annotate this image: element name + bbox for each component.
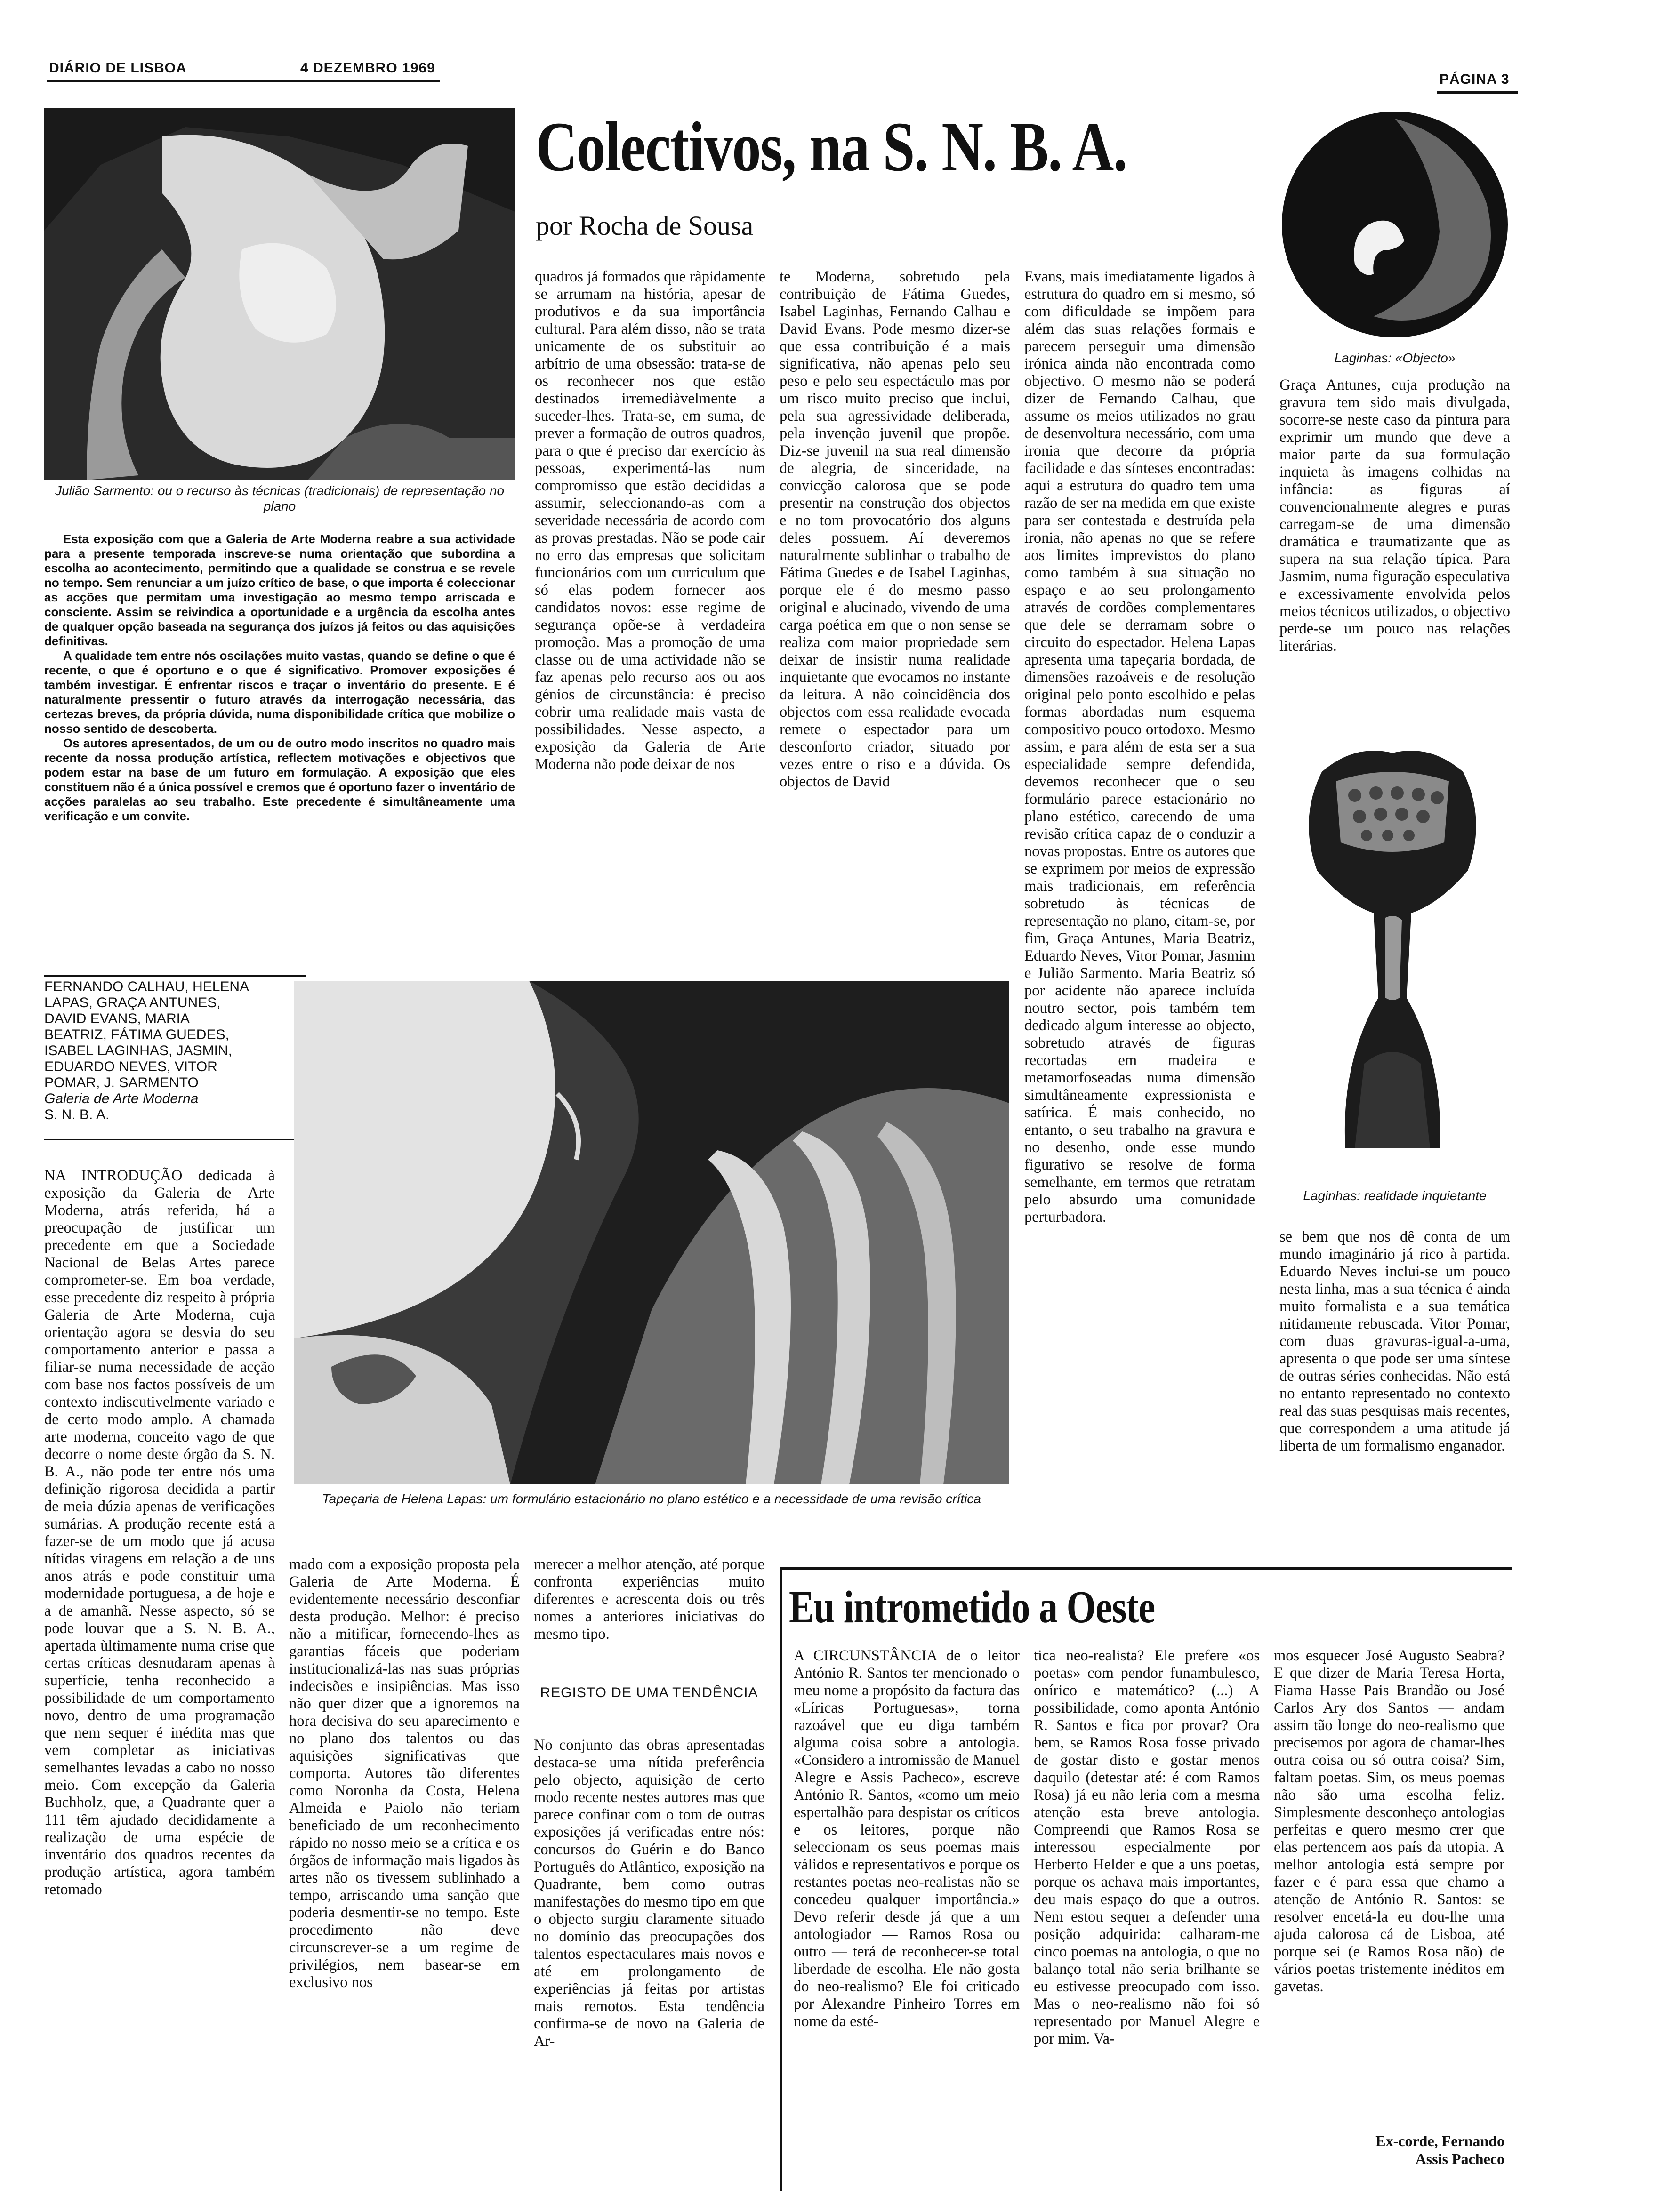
photo-sarmento bbox=[44, 108, 515, 480]
caption-sarmento: Julião Sarmento: ou o recurso às técnicas (tradicionais) de representação no plano bbox=[55, 483, 505, 513]
issue-date: 4 DEZEMBRO 1969 bbox=[300, 60, 435, 76]
masthead-rule bbox=[47, 80, 440, 82]
article1-column-b: quadros já formados que ràpidamente se arrumam na história, apesar de produtivos e da sua importância cultural. Para além disso, não se trata unicamente de os substituir ao arbítrio de uma obsessão: trata-se de os reconhecer nos que estão destinados irremediàvelmente a suceder-lhes. Trata-se, em suma, de prever a formação de outros quadros, para o que é preciso dar exercício às pessoas, experimentá-las num compromisso que estão decididas a assumir, seleccionando-as com a severidade necessária de acordo com as provas prestadas. Não se pode cair no erro das empresas que solicitam funcionários com um curriculum que só elas podem fornecer aos candidatos novos: esse regime de segurança opõe-se à verdadeira promoção. Mas a promoção de uma classe ou de uma actividade não se faz apenas pelo recurso aos ou aos génios de circunstância: é preciso cobrir uma realidade mais vasta de possibilidades. Nesse aspecto, a exposição da Galeria de Arte Moderna não pode deixar de nos bbox=[535, 268, 765, 773]
signature-line: Assis Pacheco bbox=[1415, 2150, 1504, 2167]
intro-paragraph: Esta exposição com que a Galeria de Arte Moderna reabre a sua actividade para a presente temporada inscreve-se numa orientação que subordina a escolha ao acontecimento, permitindo que a qualidade se construa e se revele no tempo. Sem renunciar a um juízo crítico de base, o que importa é coleccionar as acções que permitam uma investigação ao mesmo tempo arriscada e consciente. Assim se reivindica a oportunidade e a urgência da escolha antes de qualquer opção baseada na segurança dos juízos já feitos ou das aquisições definitivas. bbox=[44, 532, 515, 648]
article2-headline: Eu intrometido a Oeste bbox=[789, 1582, 1155, 1633]
article1-column-a: NA INTRODUÇÃO dedicada à exposição da Galeria de Arte Moderna, atrás referida, há a preocupação de justificar um precedente em que a Sociedade Nacional de Belas Artes parece comprometer-se. Em boa verdade, esse precedente diz respeito à própria Galeria de Arte Moderna, cuja orientação agora se desvia do seu comportamento anterior e passa a filiar-se numa necessidade de acção com base nos factos possíveis de um contexto indiscutivelmente variado e de certo modo amplo. A chamada arte moderna, conceito vago de que decorre o nome deste órgão da S. N. B. A., não pode ter entre nós uma definição rigorosa decidida a partir de meia dúzia apenas de verificações sumárias. A produção recente está a fazer-se de um modo que já acusa nítidas viragens em relação a de uns anos atrás e pode constituir uma modernidade portuguesa, a de hoje e a de amanhã. Nesse aspecto, só se pode louvar que a S. N. B. A., apertada ùltimamente numa crise que certas críticas desnudaram apenas à superfície, tenha reconhecido a possibilidade de um comportamento novo, dentro de uma programação que nem sequer é inédita mas que vem completar as iniciativas semelhantes levadas a cabo no nosso meio. Com excepção da Galeria Buchholz, que, a Quadrante quer a 111 têm ajudado decididamente a realização de uma espécie de inventário dos quadros recentes da produção artística, agora também retomado bbox=[44, 1167, 275, 1898]
credit-line: DAVID EVANS, MARIA bbox=[44, 1011, 190, 1026]
credits-rule-top bbox=[44, 975, 306, 977]
article1-column-c: te Moderna, sobretudo pela contribuição de Fátima Guedes, Isabel Laginhas, Fernando Calhau e David Evans. Pode mesmo dizer-se que essa contribuição é a mais significativa, não apenas pelo seu peso e pelo seu espectáculo mas por um risco muito preciso que inclui, pela sua agressividade deliberada, pela invenção juvenil que propõe. Diz-se juvenil na sua real dimensão de alegria, de sinceridade, na convicção calorosa que se pode presentir na construção dos objectos e no tom provocatório dos alguns deles possuem. Aí deveremos naturalmente sublinhar o trabalho de Fátima Guedes e de Isabel Laginhas, porque ele é do mesmo passo original e alucinado, vivendo de uma carga poética em que o non sense se realiza com maior propriedade sem deixar de insistir numa realidade inquietante que evocamos no instante da leitura. A não coincidência dos objectos com essa realidade evocada remete o espectador para um desconforto criador, situado por vezes entre o riso e a dúvida. Os objectos de David bbox=[780, 268, 1010, 790]
article2-column-a: A CIRCUNSTÂNCIA de o leitor António R. Santos ter mencionado o meu nome a propósito da factura das «Líricas Portuguesas», torna razoável que eu diga também alguma coisa sobre a antologia. «Considero a intromissão de Manuel Alegre e Assis Pacheco», escreve António R. Santos, «como um meio espertalhão para despistar os críticos e os leitores, porque não seleccionam os seus poemas mais válidos e representativos e porque os restantes poetas neo-realistas não se concedeu qualquer importância.» Devo referir desde já que a um antologiador — Ramos Rosa ou outro — terá de reconhecer-se total liberdade de escolha. Ele não gosta do neo-realismo? Ele foi criticado por Alexandre Pinheiro Torres em nome da esté- bbox=[794, 1647, 1020, 2030]
article1-column-g-top: merecer a melhor atenção, até porque confronta experiências muito diferentes e acrescenta dois ou três nomes a anteriores iniciativas do mesmo tipo. bbox=[534, 1556, 764, 1643]
credit-line: BEATRIZ, FÁTIMA GUEDES, bbox=[44, 1027, 229, 1042]
credit-line: POMAR, J. SARMENTO bbox=[44, 1075, 199, 1090]
article2-column-c: mos esquecer José Augusto Seabra? E que dizer de Maria Teresa Horta, Fiama Hasse Pais Brandão ou José Carlos Ary dos Santos — andam assim tão longe do neo-realismo que precisemos por agora de chamar-lhes outra coisa ou só outra coisa? Sim, faltam poetas. Sim, os meus poemas não são uma escolha feliz. Simplesmente desconheço antologias perfeitas e quero mesmo crer que elas pertencem aos país da utopia. A melhor antologia está sempre por fazer e é para essa que chamo a atenção de António R. Santos: se resolver encetá-la eu dou-lhe uma ajuda calorosa cá de Lisboa, até porque sei (e Ramos Rosa não) de vários poetas tristemente inéditos em gavetas. bbox=[1274, 1647, 1504, 1995]
article1-column-e-top: Graça Antunes, cuja produção na gravura tem sido mais divulgada, socorre-se neste caso da pintura para exprimir um mundo que deve a maior parte da sua formulação inquieta às imagens colhidas na infância: as figuras aí convencionalmente alegres e puras carregam-se de uma dimensão dramática e traumatizante que as supera na sua relação típica. Para Jasmim, numa figuração especulativa e excessivamente envolvida pelos meios técnicos utilizados, o objectivo perde-se um pouco nas relações literárias. bbox=[1279, 377, 1510, 655]
venue-line: S. N. B. A. bbox=[44, 1107, 110, 1122]
credit-line: ISABEL LAGINHAS, JASMIN, bbox=[44, 1043, 233, 1058]
page-number: PÁGINA 3 bbox=[1440, 72, 1510, 87]
headline: Colectivos, na S. N. B. A. bbox=[536, 108, 1127, 186]
photo-objecto bbox=[1279, 109, 1510, 340]
caption-tapecaria: Tapeçaria de Helena Lapas: um formulário estacionário no plano estético e a necessidade de uma revisão crítica bbox=[322, 1491, 981, 1506]
page-number-rule bbox=[1437, 91, 1518, 94]
photo-laginhas bbox=[1289, 734, 1496, 1167]
exhibition-credits bbox=[44, 979, 308, 1123]
credit-line: FERNANDO CALHAU, HELENA bbox=[44, 979, 249, 994]
venue-line: Galeria de Arte Moderna bbox=[44, 1091, 199, 1106]
credits-rule-bottom bbox=[44, 1139, 306, 1140]
paper-name: DIÁRIO DE LISBOA bbox=[49, 60, 187, 76]
subhead-registo: REGISTO DE UMA TENDÊNCIA bbox=[540, 1685, 758, 1700]
signature-line: Ex-corde, Fernando bbox=[1375, 2132, 1504, 2149]
intro-paragraph: A qualidade tem entre nós oscilações muito vastas, quando se define o que é recente, o que é oportuno e o que é significativo. Promover exposições é também investigar. É enfrentar riscos e traçar o inventário do presente. E é naturalmente pressentir o futuro através da interrogação necessária, das certezas breves, da própria dúvida, numa disponibilidade crítica que mobilize o nosso sentido de descoberta. bbox=[44, 649, 515, 736]
article1-column-f: mado com a exposição proposta pela Galeria de Arte Moderna. É evidentemente necessário desconfiar desta produção. Melhor: é preciso não a mitificar, fornecendo-lhes as garantias fáceis que poderiam institucionalizá-las nas suas próprias indecisões e insipiências. Mas isso não quer dizer que a ignoremos na hora decisiva do seu aparecimento e no plano dos talentos ou das aquisições significativas que comporta. Autores tão diferentes como Noronha da Costa, Helena Almeida e Paiolo não teriam beneficiado de um reconhecimento rápido no nosso meio se a crítica e os órgãos de informação mais ligados às artes não os tivessem sublinhado a tempo, arriscando uma sanção que poderia desmentir-se no tempo. Este procedimento não deve circunscrever-se a um regime de privilégios, nem basear-se em exclusivo nos bbox=[289, 1556, 520, 1991]
photo-tapecaria bbox=[294, 981, 1009, 1484]
article1-column-g-bottom: No conjunto das obras apresentadas destaca-se uma nítida preferência pelo objecto, aquisição de certo modo recente nestes autores mas que parece confinar com o tom de outras exposições já verificadas entre nós: concursos do Guérin e do Banco Português do Atlântico, exposição na Quadrante, bem como outras manifestações do mesmo tipo em que o objecto surgiu claramente situado no domínio das preocupações dos talentos espectaculares mais novos e até em prolongamento de experiências já feitas por artistas mais remotos. Esta tendência confirma-se de novo na Galeria de Ar- bbox=[534, 1737, 764, 2050]
article1-column-d: Evans, mais imediatamente ligados à estrutura do quadro em si mesmo, só com dificuldade se impõem para além das suas relações formais e parecem perseguir uma dimensão irónica ainda não encontrada como objectivo. O mesmo não se poderá dizer de Fernando Calhau, que assume os meios utilizados no grau de desenvoltura necessário, com uma ironia que decorre da própria facilidade e das sínteses encontradas: aqui a estrutura do quadro tem uma razão de ser na medida em que existe para ser contestada e destruída pela ironia, não apenas no que se refere aos limites imprevistos do plano como também à sua situação no espaço e ao seu prolongamento através de cordões complementares que dele se derramam sobre o circuito do espectador. Helena Lapas apresenta uma tapeçaria bordada, de dimensões razoáveis e de resolução original pelo ponto escolhido e pelas formas abordadas num esquema compositivo pouco ortodoxo. Mesmo assim, e para além de esta ser a sua especialidade sempre defendida, devemos reconhecer que o seu formulário parece estacionário no plano estético, carecendo de uma revisão crítica capaz de o conduzir a novas propostas. Entre os autores que se exprimem por meios de expressão mais tradicionais, em referência sobretudo às técnicas de representação no plano, citam-se, por fim, Graça Antunes, Maria Beatriz, Eduardo Neves, Vitor Pomar, Jasmim e Julião Sarmento. Maria Beatriz só por acidente não aparece incluída noutro sector, pois também tem dedicado algum interesse ao objecto, sobretudo através de figuras recortadas em madeira e metamorfoseadas numa dimensão simultâneamente expressionista e satírica. É mais conhecido, no entanto, o seu trabalho na gravura e no desenho, onde esse mundo figurativo se resolve de forma semelhante, em termos que retratam pelo absurdo uma comunidade perturbadora. bbox=[1024, 268, 1255, 1226]
credit-line: LAPAS, GRAÇA ANTUNES, bbox=[44, 995, 221, 1010]
intro-paragraph: Os autores apresentados, de um ou de outro modo inscritos no quadro mais recente da nossa produção artística, reflectem motivações e objectivos que podem estar na base de um futuro em formulação. A exposição que eles constituem não é a única possível e cremos que é oportuno fazer o inventário de acções paralelas ao seu trabalho. Este precedente é simultâneamente uma verificação e um convite. bbox=[44, 736, 515, 823]
byline: por Rocha de Sousa bbox=[536, 210, 754, 241]
article2-column-b: tica neo-realista? Ele prefere «os poetas» com pendor funambulesco, onírico e matemático? (...) A possibilidade, como aponta António R. Santos e fica por provar? Ora bem, se Ramos Rosa fosse privado de gostar disto e gostar menos daquilo (detestar até: é com Ramos Rosa) já eu não leria com a mesma atenção esta breve antologia. Compreendi que Ramos Rosa se interessou especialmente por Herberto Helder e que a uns poetas, porque os achava mais importantes, deu mais espaço do que a outros. Nem estou sequer a defender uma posição adquirida: calharam-me cinco poemas na antologia, o que no balanço total não seria brilhante se eu estivesse preocupado com isso. Mas o neo-realismo não foi só representado por Manuel Alegre e por mim. Va- bbox=[1034, 1647, 1260, 2047]
article2-signature bbox=[1274, 2132, 1504, 2168]
credit-line: EDUARDO NEVES, VITOR bbox=[44, 1059, 217, 1074]
caption-laginhas: Laginhas: realidade inquietante bbox=[1303, 1188, 1487, 1203]
caption-objecto: Laginhas: «Objecto» bbox=[1334, 351, 1456, 365]
article1-column-e-bottom: se bem que nos dê conta de um mundo imaginário já rico à partida. Eduardo Neves inclui-se um pouco nesta linha, mas a sua técnica é ainda muito formalista e a sua temática nitidamente rebuscada. Vitor Pomar, com duas gravuras-igual-a-uma, apresenta o que pode ser uma síntese de outras séries conhecidas. Não está no entanto representado no contexto real das suas pesquisas mais recentes, que correspondem a uma atitude já liberta de um formalismo enganador. bbox=[1279, 1228, 1510, 1454]
intro-text bbox=[44, 532, 515, 955]
